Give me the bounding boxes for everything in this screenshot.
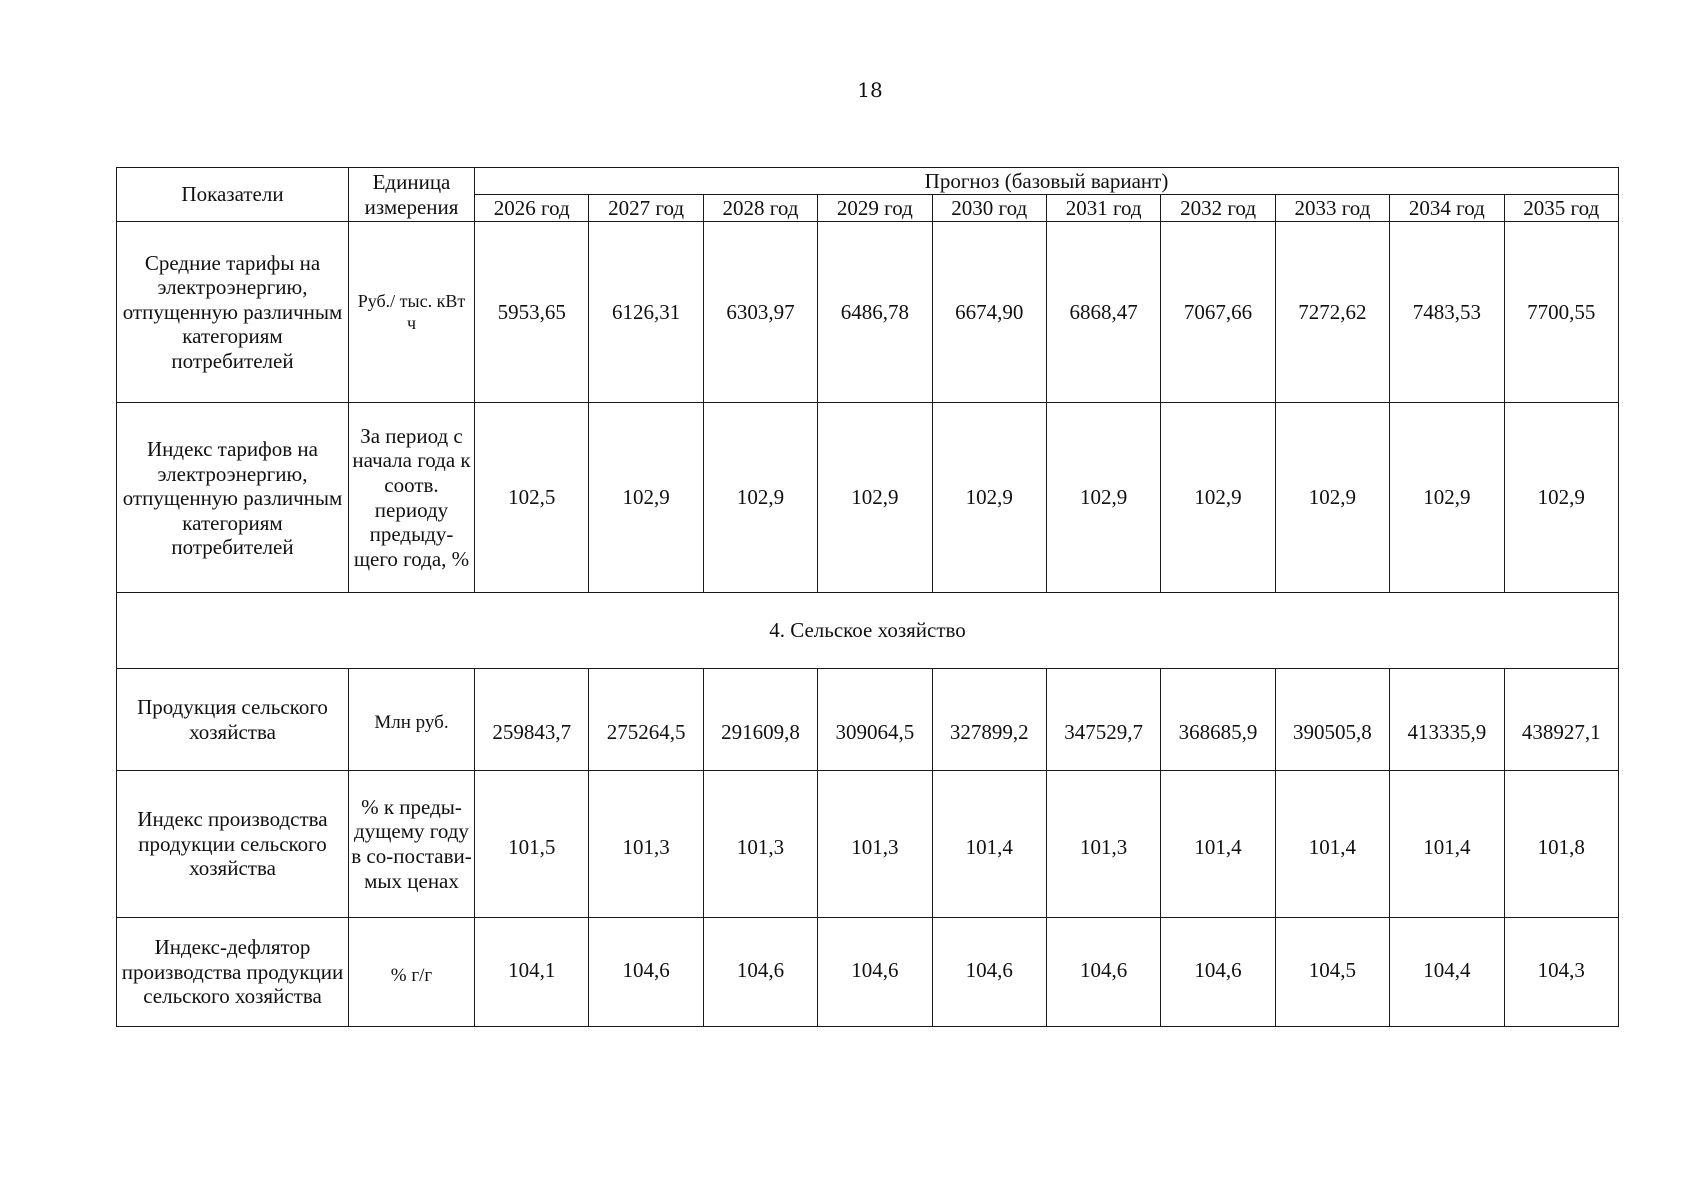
table-cell: 104,6 (1046, 918, 1160, 1027)
table-cell: 104,6 (818, 918, 932, 1027)
header-year: 2033 год (1275, 195, 1389, 222)
table-cell: 102,5 (475, 403, 589, 593)
header-year: 2029 год (818, 195, 932, 222)
table-cell: 101,4 (932, 771, 1046, 918)
page-number: 18 (857, 78, 883, 102)
row-indicator: Индекс-дефлятор производства продукции сельского хозяйства (117, 918, 349, 1027)
table-cell: 6303,97 (703, 222, 817, 403)
table-cell: 368685,9 (1161, 669, 1275, 771)
table-cell: 102,9 (1390, 403, 1504, 593)
table-cell: 7067,66 (1161, 222, 1275, 403)
table-cell: 101,4 (1275, 771, 1389, 918)
table-row (117, 669, 1619, 771)
table-cell: 102,9 (1046, 403, 1160, 593)
row-unit: Млн руб. (349, 669, 475, 771)
table-cell: 101,8 (1504, 771, 1618, 918)
table-cell: 104,6 (1161, 918, 1275, 1027)
header-year: 2030 год (932, 195, 1046, 222)
row-indicator: Продукция сельского хозяйства (117, 669, 349, 771)
header-year: 2032 год (1161, 195, 1275, 222)
header-year: 2026 год (475, 195, 589, 222)
row-indicator: Индекс тарифов на электроэнергию, отпущенную различным категориям потребителей (117, 403, 349, 593)
row-unit: % к преды-дущему году в со-постави-мых ценах (349, 771, 475, 918)
header-forecast: Прогноз (базовый вариант) (475, 168, 1619, 195)
table-cell: 438927,1 (1504, 669, 1618, 771)
table-cell: 6486,78 (818, 222, 932, 403)
header-unit: Единица измерения (349, 168, 475, 222)
header-year: 2028 год (703, 195, 817, 222)
table-cell: 101,3 (703, 771, 817, 918)
table-cell: 259843,7 (475, 669, 589, 771)
table-cell: 7272,62 (1275, 222, 1389, 403)
table-cell: 6868,47 (1046, 222, 1160, 403)
table-cell: 6674,90 (932, 222, 1046, 403)
table-cell: 101,4 (1390, 771, 1504, 918)
table-cell: 104,6 (589, 918, 703, 1027)
table-cell: 104,1 (475, 918, 589, 1027)
table-cell: 104,3 (1504, 918, 1618, 1027)
table-row (117, 222, 1619, 403)
table-cell: 102,9 (818, 403, 932, 593)
row-indicator: Индекс производства продукции сельского хозяйства (117, 771, 349, 918)
table-cell: 102,9 (932, 403, 1046, 593)
table-cell: 275264,5 (589, 669, 703, 771)
header-row-1 (117, 168, 1619, 195)
table-cell: 102,9 (1161, 403, 1275, 593)
header-year: 2027 год (589, 195, 703, 222)
table-cell: 102,9 (1275, 403, 1389, 593)
header-year: 2034 год (1390, 195, 1504, 222)
table-cell: 6126,31 (589, 222, 703, 403)
table-row (117, 403, 1619, 593)
table-cell: 413335,9 (1390, 669, 1504, 771)
table-cell: 309064,5 (818, 669, 932, 771)
table-cell: 104,5 (1275, 918, 1389, 1027)
table-cell: 104,6 (703, 918, 817, 1027)
table-cell: 104,6 (932, 918, 1046, 1027)
table-cell: 390505,8 (1275, 669, 1389, 771)
row-unit: За период с начала года к соотв. периоду предыду-щего года, % (349, 403, 475, 593)
table-cell: 101,4 (1161, 771, 1275, 918)
row-unit: Руб./ тыс. кВт ч (349, 222, 475, 403)
row-unit: % г/г (349, 918, 475, 1027)
table-cell: 104,4 (1390, 918, 1504, 1027)
table-cell: 5953,65 (475, 222, 589, 403)
table-row (117, 918, 1619, 1027)
table-cell: 101,3 (1046, 771, 1160, 918)
header-indicator: Показатели (117, 168, 349, 222)
header-year: 2031 год (1046, 195, 1160, 222)
section-row (117, 593, 1619, 669)
table-cell: 7700,55 (1504, 222, 1618, 403)
table-cell: 102,9 (1504, 403, 1618, 593)
table-cell: 101,3 (589, 771, 703, 918)
forecast-table (116, 167, 1619, 1027)
table-cell: 291609,8 (703, 669, 817, 771)
table-row (117, 771, 1619, 918)
table-cell: 102,9 (589, 403, 703, 593)
section-title: 4. Сельское хозяйство (117, 593, 1619, 669)
table-cell: 327899,2 (932, 669, 1046, 771)
table-cell: 7483,53 (1390, 222, 1504, 403)
table-cell: 101,3 (818, 771, 932, 918)
table-cell: 102,9 (703, 403, 817, 593)
header-year: 2035 год (1504, 195, 1618, 222)
table-cell: 347529,7 (1046, 669, 1160, 771)
table-cell: 101,5 (475, 771, 589, 918)
row-indicator: Средние тарифы на электроэнергию, отпущенную различным категориям потребителей (117, 222, 349, 403)
